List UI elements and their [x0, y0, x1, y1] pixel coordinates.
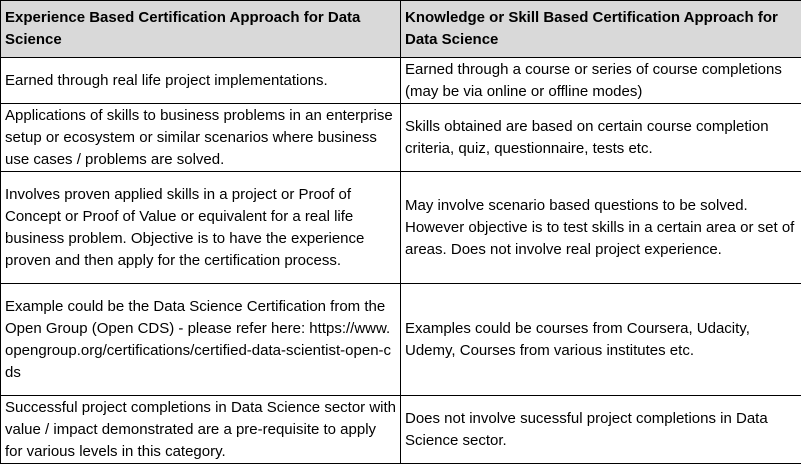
table-row: [1, 58, 801, 104]
table-row: [1, 104, 801, 172]
table-cell-experience: Involves proven applied skills in a project or Proof of Concept or Proof of Value or equivalent for a real life business problem. Objective is to have the experience proven and then apply for the certification process.: [1, 172, 401, 284]
table-row: [1, 396, 801, 464]
table-cell-knowledge: May involve scenario based questions to be solved. However objective is to test skills in a certain area or set of areas. Does not involve real project experience.: [401, 172, 801, 284]
table-cell-knowledge: Does not involve sucessful project completions in Data Science sector.: [401, 396, 801, 464]
table-cell-knowledge: Earned through a course or series of course completions (may be via online or offline modes): [401, 58, 801, 104]
table-row: [1, 172, 801, 284]
table-cell-experience: Earned through real life project implementations.: [1, 58, 401, 104]
table-cell-experience: Example could be the Data Science Certification from the Open Group (Open CDS) - please refer here: https://www.opengroup.org/certifications/certified-data-scientist-open-cds: [1, 284, 401, 396]
table-cell-knowledge: Skills obtained are based on certain course completion criteria, quiz, questionnaire, tests etc.: [401, 104, 801, 172]
table-header-row: [1, 1, 801, 58]
header-knowledge-based: Knowledge or Skill Based Certification Approach for Data Science: [401, 1, 801, 58]
table-cell-experience: Successful project completions in Data Science sector with value / impact demonstrated are a pre-requisite to apply for various levels in this category.: [1, 396, 401, 464]
table-cell-knowledge: Examples could be courses from Coursera, Udacity, Udemy, Courses from various institutes etc.: [401, 284, 801, 396]
header-experience-based: Experience Based Certification Approach for Data Science: [1, 1, 401, 58]
table-cell-experience: Applications of skills to business problems in an enterprise setup or ecosystem or similar scenarios where business use cases / problems are solved.: [1, 104, 401, 172]
table-row: [1, 284, 801, 396]
